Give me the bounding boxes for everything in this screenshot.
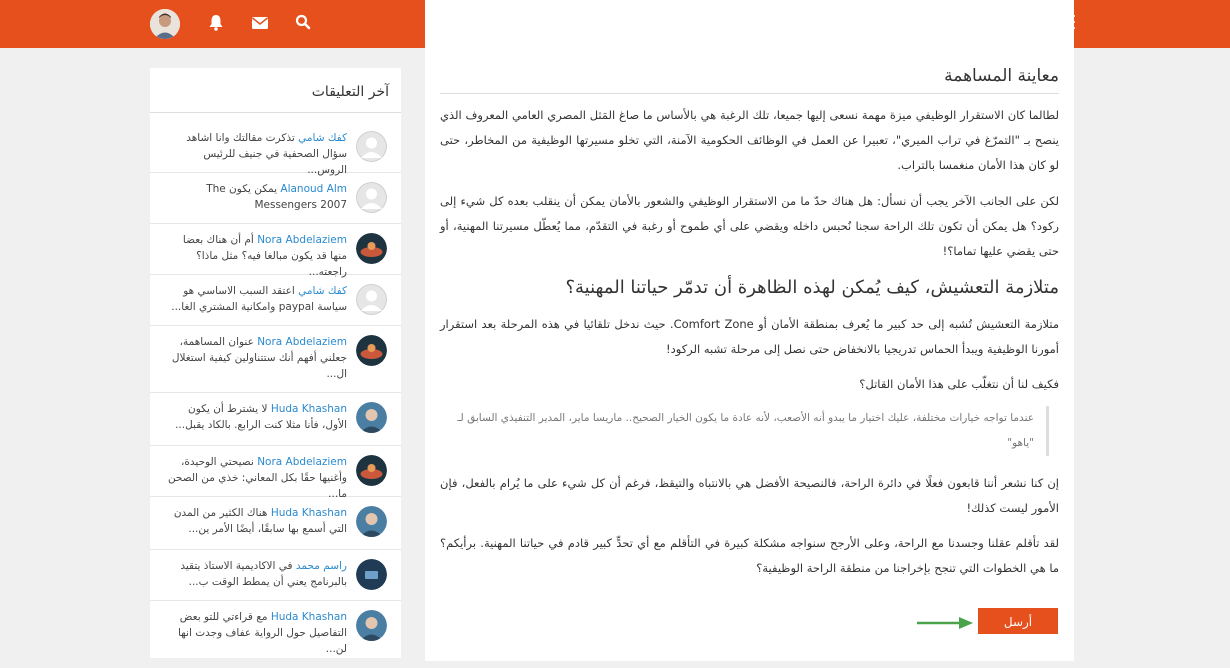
comment-body: اعتقد السبب الاساسي هو سياسة paypal وامكانية المشتري الغا... [171,285,347,313]
comment-author[interactable]: Nora Abdelaziem [257,234,347,246]
comment-text [167,401,347,433]
previous-card-edge [425,0,1074,52]
comment-body: نصيحتي الوحيدة، وأغنيها حقًا بكل المعاني: خذي من الصحن ما... [167,456,347,500]
divider [150,112,401,113]
comment-text [167,334,347,382]
mail-icon[interactable] [252,15,268,34]
avatar [356,455,387,486]
preview-title: معاينة المساهمة [944,66,1059,86]
comment-body: تذكرت مقالتك وانا اشاهد سؤال الصحفية في جنيف للرئيس الروس... [186,132,347,176]
comment-body: هناك الكثير من المدن التي أسمع بها سابقًا، أيضًا الأمر ين... [173,507,347,535]
comment-item[interactable] [150,601,401,657]
comment-item[interactable] [150,224,401,278]
avatar [356,182,387,213]
paragraph: إن كنا نشعر أننا قابعون فعلًا في دائرة الراحة، فالنصيحة الأفضل هي بالانتباه والتيقظ، فرغم أن كل شيء على ما يُرام بالفعل، فإن الأمور ليست كذلك! [440,476,1059,515]
comment-text [167,130,347,178]
comment-author[interactable]: كفك شامي [298,132,347,144]
comment-author[interactable]: Huda Khashan [270,403,347,415]
comment-text [167,232,347,280]
comment-item[interactable] [150,497,401,550]
comment-item[interactable] [150,173,401,224]
section-heading: متلازمة التعشيش، كيف يُمكن لهذه الظاهرة أن تدمّر حياتنا المهنية؟ [565,277,1059,298]
comment-author[interactable]: Huda Khashan [270,507,347,519]
paragraph: لطالما كان الاستقرار الوظيفي ميزة مهمة نسعى إليها جميعا، تلك الرغبة هي بالأساس ما صاغ المَثل المصري العامي المعروف الذي ينصح بـ "التمرّغ في تراب الميري"، تعبيرا عن العمل في الوظائف الحكومية الآمنة، التي تخلو مسيرتها الوظيفية من المخاطر، حتى لو كان هذا الأمان منغمسا بالتراب. [440,108,1059,172]
avatar [356,233,387,264]
send-button[interactable]: أرسل [978,608,1058,634]
latest-comments-title: آخر التعليقات [311,84,389,100]
comment-author[interactable]: Nora Abdelaziem [257,456,347,468]
comment-item[interactable] [150,122,401,176]
comment-author[interactable]: Alanoud Alm [280,183,347,195]
comment-body: عنوان المساهمة، جعلني أفهم أنك ستتناولين كيفية استغلال ال... [171,336,347,380]
comment-body: في الاكاديمية الاستاذ يتقيد بالبرنامج يعني أن يمطط الوقت ب... [180,560,347,588]
paragraph: لكن على الجانب الآخر يجب أن نسأل: هل هناك حدّ ما من الاستقرار الوظيفي والشعور بالأمان يمكن أن ينقلب بعده كل شيء إلى ركود؟ هل يمكن أن تكون تلك الراحة سجنا نُحبس داخله ويقضي على أي طموح أو رغبة في التقدّم، مما يُعطّل مسيرتنا المهنية، أو حتى يقضي عليها تماما؟! [440,194,1059,258]
comment-item[interactable] [150,275,401,326]
avatar [356,284,387,315]
comment-item[interactable] [150,393,401,446]
paragraph: متلازمة التعشيش تُشبه إلى حد كبير ما يُعرف بمنطقة الأمان أو Comfort Zone. حيث ندخل تلقائيا في هذه المرحلة بعد استقرار أمورنا الوظيفية ويبدأ الحماس تدريجيا بالانخفاض حتى نصل إلى مرحلة تشبه الركود! [440,317,1059,356]
comment-author[interactable]: راسم محمد [295,560,347,572]
comment-body: يمكن يكون The Messengers 2007 [206,183,347,211]
search-icon[interactable] [295,14,311,34]
comment-text [167,181,347,213]
comment-text [167,609,347,657]
paragraph: فكيف لنا أن نتغلّب على هذا الأمان القاتل؟ [859,377,1059,391]
paragraph: لقد تأقلم عقلنا وجسدنا مع الراحة، وعلى الأرجح سنواجه مشكلة كبيرة في التأقلم مع أي تحدٍّ كبير قادم في حياتنا المهنية. برأيكم؟ ما هي الخطوات التي تنجح بإخراجنا من منطقة الراحة الوظيفية؟ [440,536,1059,575]
comment-author[interactable]: كفك شامي [298,285,347,297]
avatar [356,335,387,366]
user-avatar[interactable] [150,9,180,39]
arrow-icon [915,614,975,633]
comment-author[interactable]: Huda Khashan [270,611,347,623]
comment-author[interactable]: Nora Abdelaziem [257,336,347,348]
comment-text [167,558,347,590]
avatar [356,610,387,641]
comment-body: لا يشترط أن يكون الأول، فأنا مثلا كنت الرابع. بالكاد يقبل... [175,403,347,431]
avatar [356,506,387,537]
avatar [356,131,387,162]
comment-item[interactable] [150,550,401,601]
contribution-preview-card [425,50,1074,661]
avatar [356,402,387,433]
comment-text [167,505,347,537]
comment-item[interactable] [150,326,401,393]
latest-comments-panel [150,68,401,658]
comment-text [167,283,347,315]
comment-item[interactable] [150,446,401,500]
divider [440,93,1059,94]
comment-body: أم أن هناك بعضا منها قد يكون مبالغا فيه؟ مثل ماذا؟ راجعته... [182,234,347,278]
avatar [356,559,387,590]
blockquote: عندما تواجه خيارات مختلفة، عليك اختيار ما يبدو أنه الأصعب، لأنه عادة ما يكون الخيار الصحيح.. ماريسا ماير، المدير التنفيذي السابق لـ "ياهو" [434,406,1049,456]
bell-icon[interactable] [208,14,224,35]
comment-text [167,454,347,502]
comment-body: مع قراءتي للتو بعض التفاصيل حول الرواية عفاف وجدت انها لن... [177,611,347,655]
